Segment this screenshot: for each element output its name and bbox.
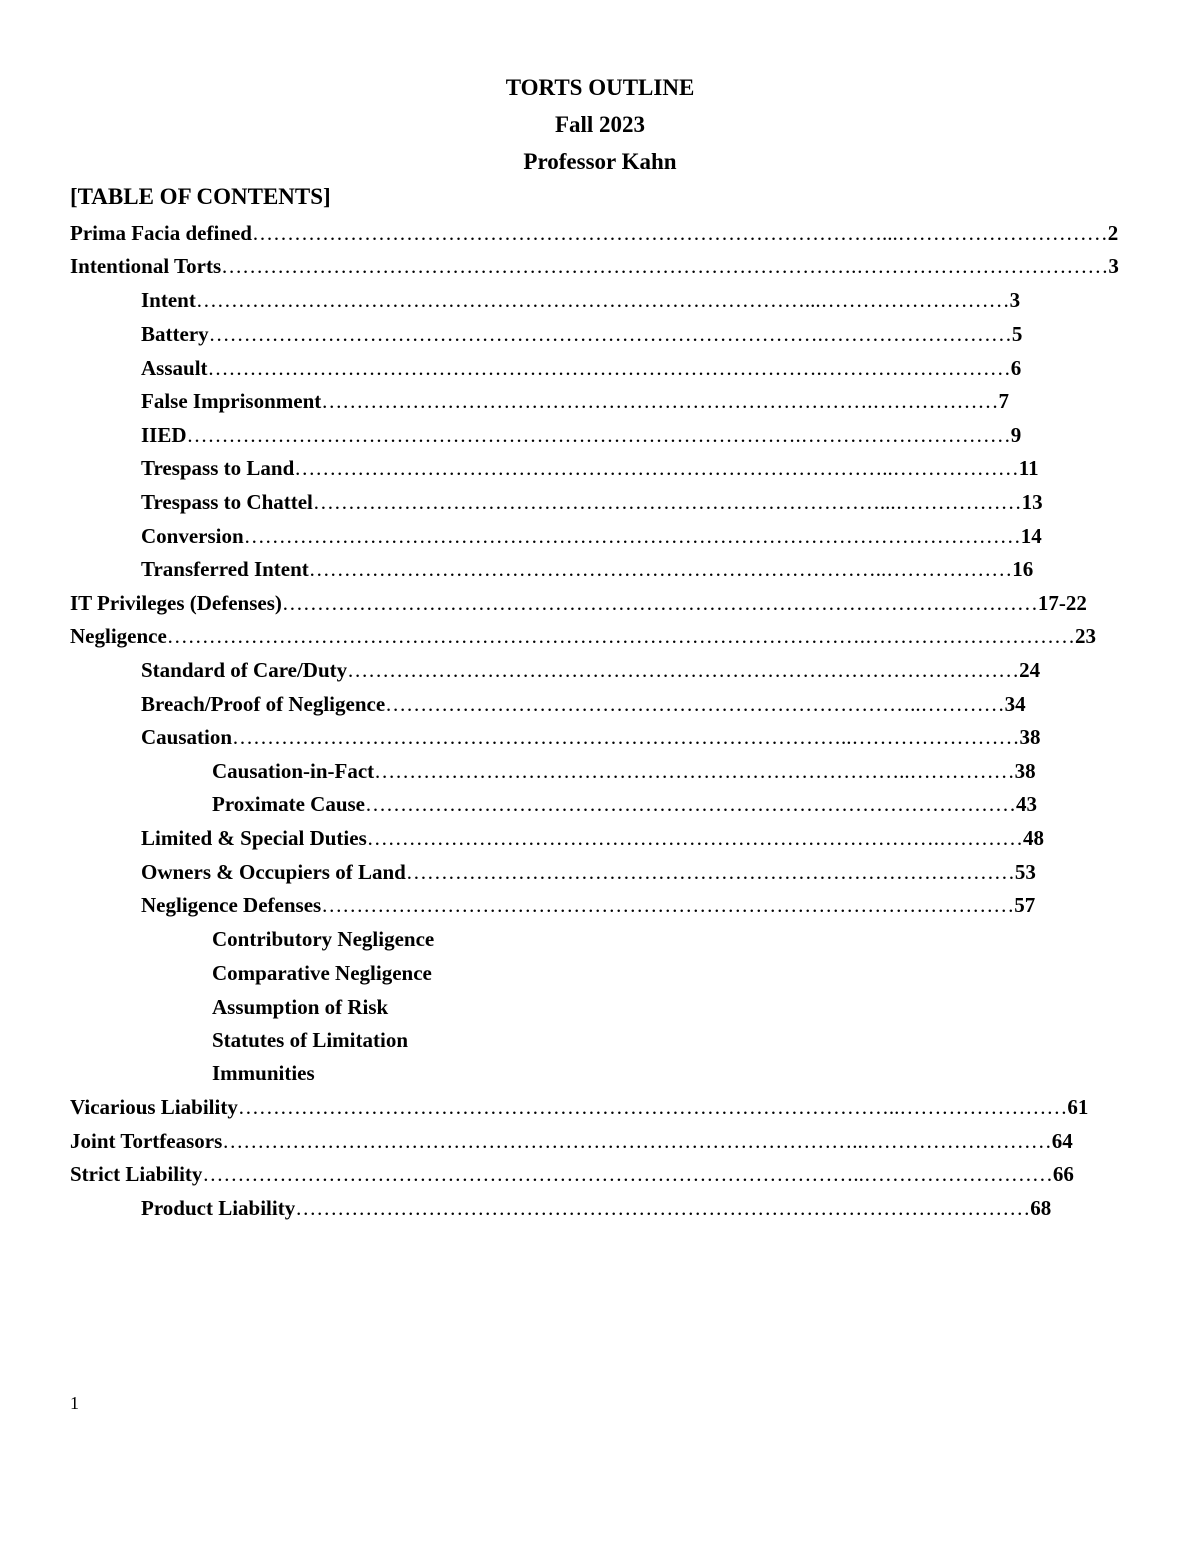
toc-entry-leader: ……………………………………………………………………………..…………………… xyxy=(232,725,1020,749)
toc-entry-leader: ………………………………………………………………………...……………… xyxy=(312,490,1022,514)
toc-defense-subitem: Statutes of Limitation xyxy=(212,1028,408,1052)
toc-defense-subitem: Comparative Negligence xyxy=(212,961,432,985)
toc-entry-page: 38 xyxy=(1014,759,1036,783)
toc-entry-label: Causation-in-Fact xyxy=(212,759,375,783)
toc-entry-page: 3 xyxy=(1108,254,1119,278)
toc-entry-leader: ……………………………………………………………………………….……………………………… xyxy=(221,254,1109,278)
toc-entry-label: Intentional Torts xyxy=(70,254,222,278)
toc-entry xyxy=(70,586,1092,620)
toc-entry-leader: ……………………………………………………………………….………… xyxy=(366,826,1023,850)
toc-entry xyxy=(141,351,1026,385)
toc-entry-label: Trespass to Land xyxy=(141,456,295,480)
toc-entry-leader: ……………………………………………………………………………………… xyxy=(321,893,1015,917)
document-term: Fall 2023 xyxy=(554,112,646,137)
toc-entry xyxy=(70,1090,1091,1124)
toc-entry-label: Intent xyxy=(141,288,196,312)
toc-entry-page: 11 xyxy=(1018,456,1039,480)
toc-entry-page: 17-22 xyxy=(1037,591,1087,615)
toc-entry xyxy=(141,720,1046,754)
toc-entry-label: Proximate Cause xyxy=(212,792,365,816)
toc-entry-label: Vicarious Liability xyxy=(70,1095,238,1119)
toc-entry-leader: ………………………………………………………………………..……………… xyxy=(308,557,1013,581)
toc-entry-page: 61 xyxy=(1067,1095,1089,1119)
toc-entry-label: Standard of Care/Duty xyxy=(141,658,348,682)
toc-entry xyxy=(141,283,1021,317)
toc-entry-label: Transferred Intent xyxy=(141,557,309,581)
toc-entry xyxy=(70,249,1125,283)
toc-entry xyxy=(141,1191,1053,1225)
toc-entry xyxy=(70,1157,1092,1191)
toc-entry-label: Prima Facia defined xyxy=(70,221,252,245)
document-professor: Professor Kahn xyxy=(523,149,677,174)
toc-entry-page: 57 xyxy=(1014,893,1036,917)
toc-entry-page: 13 xyxy=(1021,490,1043,514)
toc-entry-page: 6 xyxy=(1010,356,1022,380)
toc-entry xyxy=(141,418,1026,452)
toc-entry-label: Negligence xyxy=(70,624,167,648)
toc-entry xyxy=(141,317,1023,351)
toc-entry-label: Owners & Occupiers of Land xyxy=(141,860,406,884)
toc-entry-label: Breach/Proof of Negligence xyxy=(141,692,386,716)
document-header xyxy=(0,69,1200,180)
toc-defense-subitem: Immunities xyxy=(212,1061,315,1085)
toc-entry-label: Product Liability xyxy=(141,1196,296,1220)
toc-entry-leader: …………………………………………………………………………… xyxy=(405,860,1015,884)
toc-entry-page: 48 xyxy=(1023,826,1044,850)
document-title: TORTS OUTLINE xyxy=(505,75,695,100)
toc-entry-page: 3 xyxy=(1009,288,1021,312)
toc-entry xyxy=(70,619,1115,653)
toc-entry-page: 66 xyxy=(1052,1162,1074,1186)
toc-entry-page: 53 xyxy=(1014,860,1036,884)
toc-defense-subitem: Contributory Negligence xyxy=(212,927,435,951)
toc-entry-leader: …………………………………………………………………….……………… xyxy=(321,389,999,413)
toc-entry-leader: …………………………………………………………………………………..……………………… xyxy=(202,1162,1053,1186)
toc-entry-page: 9 xyxy=(1010,423,1022,447)
toc-entry-leader: ……………………………………………………………………………………….………………………… xyxy=(166,624,1076,648)
toc-entry-leader: ………………………………………………………………………………………………… xyxy=(243,524,1021,548)
toc-entry xyxy=(212,754,1045,788)
toc-entry-label: Causation xyxy=(141,725,233,749)
toc-entry xyxy=(141,519,1048,553)
toc-entry-page: 64 xyxy=(1051,1129,1073,1153)
toc-entry-label: Strict Liability xyxy=(70,1162,203,1186)
toc-entry-page: 38 xyxy=(1019,725,1041,749)
toc-entry xyxy=(141,888,1052,922)
toc-entry-label: IIED xyxy=(141,423,187,447)
toc-entry-leader: …………………………………………………………………………..……………… xyxy=(294,456,1019,480)
toc-entry-leader: ………………………………………………………………………………...………………………… xyxy=(251,221,1108,245)
toc-entry-leader: …………………………………………………………………………………………… xyxy=(295,1196,1031,1220)
toc-entry-leader: …………………………………………………………………………….………………………… xyxy=(186,423,1011,447)
toc-entry xyxy=(70,1124,1090,1158)
toc-entry-page: 34 xyxy=(1004,692,1026,716)
toc-entry-page: 23 xyxy=(1075,624,1097,648)
toc-entry-page: 68 xyxy=(1030,1196,1052,1220)
toc-entry-label: Limited & Special Duties xyxy=(141,826,367,850)
toc-entry-leader: …………………………………………………………………………….……………………… xyxy=(208,322,1012,346)
toc-entry-leader: ………………………………………………………………………………… xyxy=(365,792,1016,816)
toc-entry-label: False Imprisonment xyxy=(141,389,322,413)
toc-entry-label: Joint Tortfeasors xyxy=(70,1129,223,1153)
footer-page-number: 1 xyxy=(70,1393,79,1413)
toc-entry-label: Negligence Defenses xyxy=(141,893,322,917)
toc-entry xyxy=(212,787,1047,821)
toc-entry-label: Trespass to Chattel xyxy=(141,490,313,514)
toc-entry-page: 7 xyxy=(998,389,1009,413)
toc-entry-label: IT Privileges (Defenses) xyxy=(70,591,282,615)
toc-entry-leader: …………………………………………………………………………………… xyxy=(347,658,1020,682)
toc-entry xyxy=(141,451,1041,485)
toc-entry xyxy=(141,552,1052,586)
toc-entry-page: 5 xyxy=(1011,322,1023,346)
toc-entry xyxy=(141,821,1046,855)
toc-entry-label: Conversion xyxy=(141,524,244,548)
toc-heading: [TABLE OF CONTENTS] xyxy=(70,184,331,209)
toc-entry xyxy=(141,384,1027,418)
toc-entry xyxy=(141,653,1041,687)
toc-entry-label: Assault xyxy=(141,356,208,380)
toc-entry-page: 16 xyxy=(1012,557,1034,581)
toc-entry-leader: …………………………………………………………………………….……………………… xyxy=(207,356,1011,380)
toc-entry-page: 2 xyxy=(1107,221,1119,245)
toc-entry-label: Battery xyxy=(141,322,209,346)
toc-entry xyxy=(70,216,1123,250)
toc-entry-leader: …………………………………………………………………..…………… xyxy=(374,759,1015,783)
toc-defense-subitem: Assumption of Risk xyxy=(212,995,389,1019)
toc-entry-page: 14 xyxy=(1020,524,1042,548)
toc-entry-page: 24 xyxy=(1019,658,1041,682)
toc-entry xyxy=(141,485,1043,519)
toc-entry xyxy=(141,687,1044,721)
toc-entry-leader: ……………………………………………………………………………...……………………… xyxy=(195,288,1010,312)
toc-entry-leader: ……………………………………………………………………………………………… xyxy=(281,591,1038,615)
toc-entry-page: 43 xyxy=(1016,792,1037,816)
toc-entry xyxy=(141,855,1053,889)
toc-entry-leader: ………………………………………………………………………………..……………………… xyxy=(222,1129,1052,1153)
toc-entry-leader: …………………………………………………………………………………..…………………… xyxy=(237,1095,1068,1119)
toc-entry-leader: …………………………………………………………………..………… xyxy=(385,692,1005,716)
